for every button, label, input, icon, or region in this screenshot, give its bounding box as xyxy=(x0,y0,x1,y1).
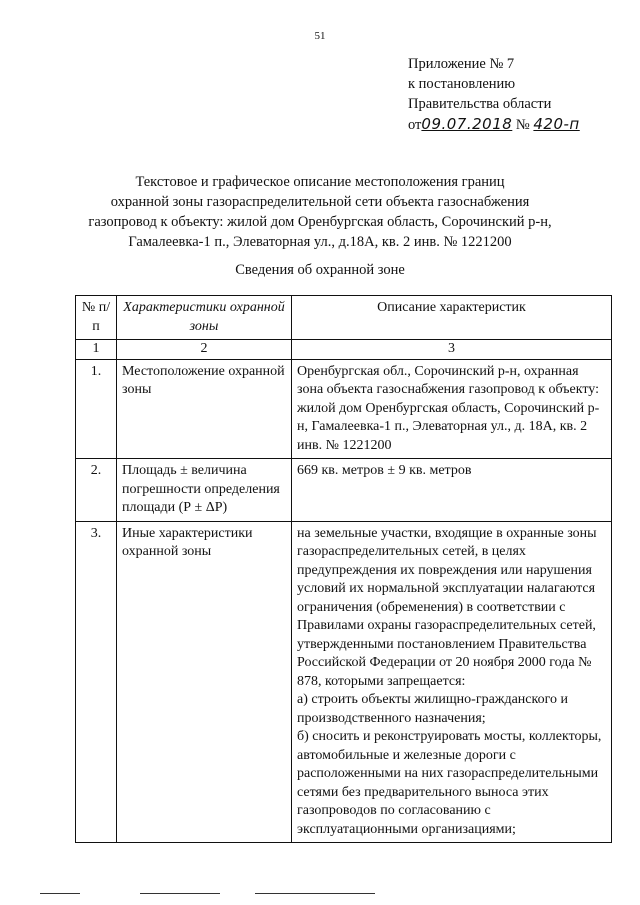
row-characteristic: Иные характеристики охранной зоны xyxy=(117,521,292,843)
row-description xyxy=(292,521,612,843)
header-characteristics: Характеристики охранной зоны xyxy=(117,296,292,340)
from-prefix: от xyxy=(408,117,422,133)
document-title xyxy=(60,172,580,252)
row-characteristic: Площадь ± величина погрешности определения площади (Р ± ΔР) xyxy=(117,459,292,522)
row-characteristic: Местоположение охранной зоны xyxy=(117,359,292,459)
appendix-line-3: Правительства области xyxy=(408,96,552,112)
column-number-row xyxy=(76,340,612,360)
row-num: 2. xyxy=(76,459,117,522)
table-row xyxy=(76,521,612,843)
row-description: 669 кв. метров ± 9 кв. метров xyxy=(292,459,612,522)
col-number-1: 1 xyxy=(76,340,117,360)
row-description: Оренбургская обл., Сорочинский р-н, охранная зона объекта газоснабжения газопровод к объекту: жилой дом Оренбургская область, Сорочинский р-н, Гамалеевка-1 п., Элеваторная ул., д. 18А, кв. 2 инв. № 1221200 xyxy=(292,359,612,459)
table-row xyxy=(76,459,612,522)
title-line-4: Гамалеевка-1 п., Элеваторная ул., д.18А, кв. 2 инв. № 1221200 xyxy=(128,234,512,250)
handwritten-number: 420-п xyxy=(533,115,580,133)
page-number: 51 xyxy=(314,30,326,42)
row-description-intro: на земельные участки, входящие в охранные зоны газораспределительных сетей, в целях предупреждения их повреждения или нарушения условий их нормальной эксплуатации налагаются ограничения (обременения) в соответствии с Правилами охраны газораспределительных сетей, утвержденными постановлением Правительства Российской Федерации от 20 ноября 2000 года № 878, которыми запрещается: xyxy=(297,525,597,689)
appendix-date-number xyxy=(408,114,580,135)
row-num: 1. xyxy=(76,359,117,459)
header-description: Описание характеристик xyxy=(292,296,612,340)
footer-divider xyxy=(40,893,600,899)
title-line-2: охранной зоны газораспределительной сети объекта газоснабжения xyxy=(110,194,530,210)
row-description-item: а) строить объекты жилищно-гражданского и производственного назначения; xyxy=(297,692,568,726)
row-description-item: б) сносить и реконструировать мосты, коллекторы, автомобильные и железные дороги с расположенными на них газораспределительными сетями без предварительного выноса этих газопроводов по согласованию с эксплуатационными организациями; xyxy=(297,729,602,837)
section-subtitle: Сведения об охранной зоне xyxy=(235,262,405,278)
appendix-line-1: Приложение № 7 xyxy=(408,56,515,72)
col-number-3: 3 xyxy=(292,340,612,360)
title-line-1: Текстовое и графическое описание местоположения границ xyxy=(135,174,505,190)
row-num: 3. xyxy=(76,521,117,843)
handwritten-date: 09.07.2018 xyxy=(421,115,513,133)
appendix-line-2: к постановлению xyxy=(408,76,516,92)
appendix-block xyxy=(408,54,580,135)
col-number-2: 2 xyxy=(117,340,292,360)
title-line-3: газопровод к объекту: жилой дом Оренбургская область, Сорочинский р-н, xyxy=(88,214,552,230)
header-num: № п/п xyxy=(76,296,117,340)
table-header-row xyxy=(76,296,612,340)
number-sign: № xyxy=(515,117,530,133)
table-row xyxy=(76,359,612,459)
zone-info-table xyxy=(75,295,612,843)
